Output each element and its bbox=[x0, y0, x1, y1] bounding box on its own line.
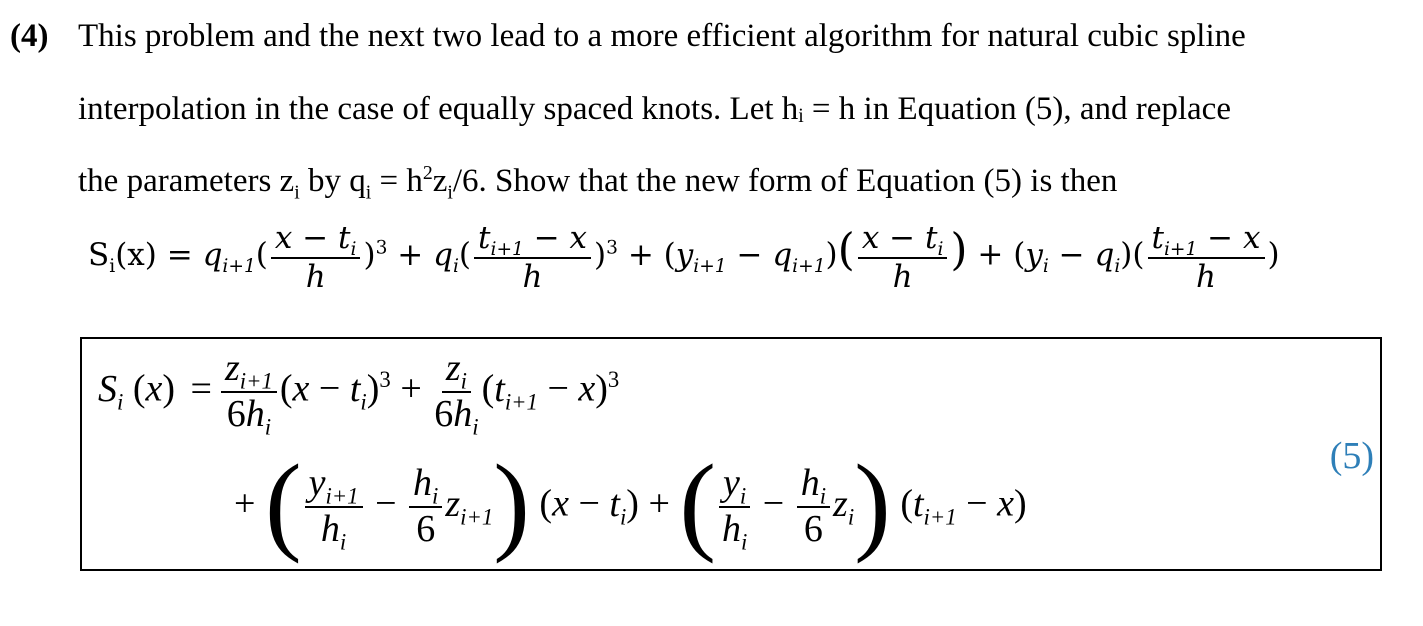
problem-number: (4) bbox=[10, 18, 49, 54]
equation-5-line-1: $S_i$ (x) = $\frac{z_{i+1}}{6h_i}$ $(x - t_i)^3$ + $\frac{z_i}{6h_i}$ $(t_{i+1} - x)^3$ bbox=[98, 347, 620, 440]
problem-line-2: interpolation in the case of equally spaced knots. Let hᵢ = h in Equation (5), and replace bbox=[78, 91, 1231, 127]
new-form-equation: $S_i(x) = q_{i+1}$( $\frac{x - t_i}{h}$ )$^3 + q_i$( $\frac{t_{i+1} - x}{h}$ )$^3 + (y_{i+1} - q_{i+1})$( $\frac{x - t_i}{h}$ ) + $(y_i - q_i)$( $\frac{t_{i+1} - x}{h}$ ) bbox=[88, 220, 1280, 295]
equation-5-line-2: + ( $\frac{y_{i+1}}{h_i}$ − $\frac{h_i}{6}$ $z_{i+1}$) $(x - t_i)$ + ( $\frac{y_i}{h_i}$ − $\frac{h_i}{6}$ $z_i$) $(t_{i+1} - x)$ bbox=[234, 441, 1027, 564]
equation-5-label: (5) bbox=[1329, 435, 1374, 477]
problem-line-3: the parameters $z_i$ by $q_i = h^2z_i/6$. Show that the new form of Equation (5) is then bbox=[78, 162, 1118, 204]
problem-line-1: This problem and the next two lead to a more efficient algorithm for natural cubic spline bbox=[78, 18, 1246, 54]
equation-5-box bbox=[80, 337, 1382, 571]
